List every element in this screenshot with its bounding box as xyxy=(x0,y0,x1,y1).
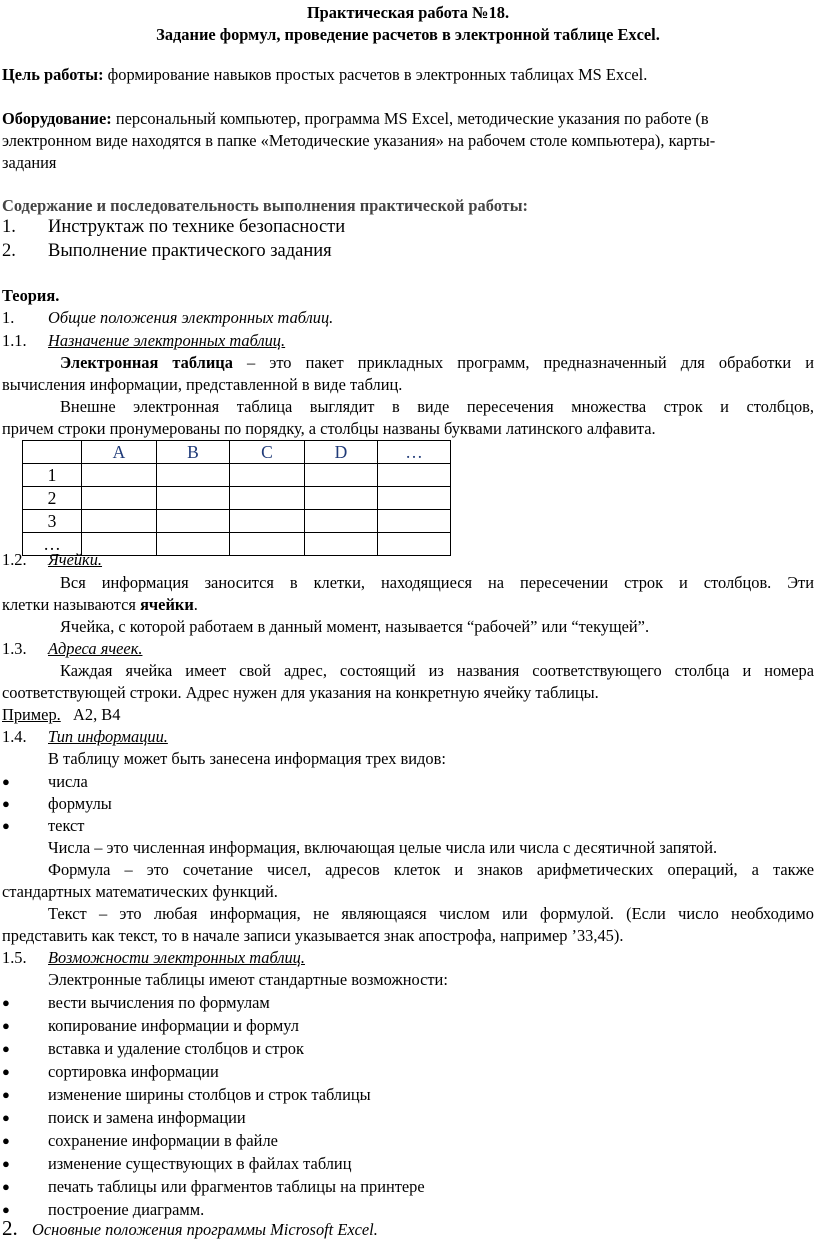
page-subtitle: Задание формул, проведение расчетов в электронной таблице Excel. xyxy=(156,25,660,44)
formula-def-line-1: Формула – это сочетание чисел, адресов клеток и знаков арифметических операций, а также xyxy=(48,860,814,879)
grid-cell xyxy=(230,464,305,487)
grid-row xyxy=(23,464,451,487)
grid-row-header: 2 xyxy=(23,487,82,510)
spreadsheet-def: – это пакет прикладных программ, предназначенный для обработки и xyxy=(247,353,814,372)
capability-item: поиск и замена информации xyxy=(48,1108,246,1127)
address-line-2: соответствующей строки. Адрес нужен для указания на конкретную ячейку таблицы. xyxy=(2,683,599,702)
grid-cell xyxy=(157,487,230,510)
section-1-1-title: Назначение электронных таблиц. xyxy=(48,331,286,350)
bullet-icon: ● xyxy=(2,818,10,833)
grid-col-header: A xyxy=(82,441,157,464)
grid-corner-cell xyxy=(23,441,82,464)
equipment-line-2: электронном виде находятся в папке «Методические указания» на рабочем столе компьютера), карты- xyxy=(2,131,716,150)
equipment-line-1 xyxy=(2,111,709,127)
section-1-2-title: Ячейки. xyxy=(48,550,103,569)
info-type-item: числа xyxy=(48,772,88,791)
goal-line xyxy=(2,67,647,83)
formula-def-line-2: стандартных математических функций. xyxy=(2,882,278,901)
section-2-num: 2. xyxy=(2,1216,18,1240)
bullet-icon: ● xyxy=(2,1133,10,1148)
grid-cell xyxy=(230,487,305,510)
content-heading: Содержание и последовательность выполнения практической работы: xyxy=(2,196,528,215)
content-item-num: 1. xyxy=(2,217,16,237)
equipment-label: Оборудование: xyxy=(2,109,112,128)
capability-item: сортировка информации xyxy=(48,1062,219,1081)
bullet-icon: ● xyxy=(2,1156,10,1171)
grid-cell xyxy=(305,510,378,533)
section-1-3-title: Адреса ячеек. xyxy=(48,639,143,658)
example-line xyxy=(2,707,120,723)
grid-cell xyxy=(82,464,157,487)
grid-col-header: C xyxy=(230,441,305,464)
info-types-intro: В таблицу может быть занесена информация трех видов: xyxy=(48,749,446,768)
grid-cell xyxy=(157,533,230,556)
capability-item: копирование информации и формул xyxy=(48,1016,299,1035)
grid-cell xyxy=(82,487,157,510)
section-1-1-num: 1.1. xyxy=(2,331,27,350)
grid-cell xyxy=(378,464,451,487)
equipment-line-3: задания xyxy=(2,153,57,172)
spreadsheet-def-line-1 xyxy=(60,355,814,371)
cells-term: ячейки xyxy=(140,595,194,614)
bullet-icon: ● xyxy=(2,774,10,789)
grid-col-header: D xyxy=(305,441,378,464)
page-title: Практическая работа №18. xyxy=(306,3,510,22)
section-1-4-title: Тип информации. xyxy=(48,727,168,746)
example-label: Пример. xyxy=(2,705,61,724)
bullet-icon: ● xyxy=(2,796,10,811)
content-item-2-text: Выполнение практического задания xyxy=(48,241,332,261)
grid-row-header: … xyxy=(23,533,82,556)
grid-cell xyxy=(230,510,305,533)
capabilities-intro: Электронные таблицы имеют стандартные возможности: xyxy=(48,970,448,989)
grid-col-header: … xyxy=(378,441,451,464)
cells-line-2-post: . xyxy=(193,595,198,614)
section-2-title: Основные положения программы Microsoft Excel. xyxy=(32,1220,378,1239)
bullet-icon: ● xyxy=(2,1110,10,1125)
numbers-def: Числа – это численная информация, включающая целые числа или числа с десятичной запятой. xyxy=(48,838,718,857)
grid-cell xyxy=(157,464,230,487)
capability-item: построение диаграмм. xyxy=(48,1200,205,1219)
spreadsheet-term: Электронная таблица xyxy=(60,353,233,372)
text-def-line-1: Текст – это любая информация, не являющаяся числом или формулой. (Если число необходимо xyxy=(48,904,814,923)
grid-cell xyxy=(157,510,230,533)
capability-item: вставка и удаление столбцов и строк xyxy=(48,1039,304,1058)
bullet-icon: ● xyxy=(2,1087,10,1102)
content-item-2 xyxy=(2,242,16,261)
info-type-item: формулы xyxy=(48,794,112,813)
grid-cell xyxy=(305,533,378,556)
grid-cell xyxy=(378,510,451,533)
section-1-5-title: Возможности электронных таблиц. xyxy=(48,948,305,967)
current-cell-line: Ячейка, с которой работаем в данный момент, называется “рабочей” или “текущей”. xyxy=(60,617,650,636)
bullet-icon: ● xyxy=(2,1041,10,1056)
content-item-1-text: Инструктаж по технике безопасности xyxy=(48,217,346,237)
capability-item: изменение ширины столбцов и строк таблицы xyxy=(48,1085,371,1104)
grid-cell xyxy=(305,487,378,510)
theory-heading: Теория. xyxy=(2,286,60,305)
bullet-icon: ● xyxy=(2,1202,10,1217)
content-item-num: 2. xyxy=(2,241,16,261)
section-1-4-num: 1.4. xyxy=(2,727,27,746)
grid-cell xyxy=(378,487,451,510)
goal-text: формирование навыков простых расчетов в электронных таблицах MS Excel. xyxy=(107,65,648,84)
grid-cell xyxy=(230,533,305,556)
section-1-title: Общие положения электронных таблиц. xyxy=(48,308,334,327)
section-1-num: 1. xyxy=(2,308,15,327)
capability-item: сохранение информации в файле xyxy=(48,1131,278,1150)
text-def-line-2: представить как текст, то в начале записи указывается знак апострофа, например ’33,45). xyxy=(2,926,624,945)
cells-line-2-pre: клетки называются xyxy=(2,595,136,614)
info-type-item: текст xyxy=(48,816,85,835)
grid-cell xyxy=(305,464,378,487)
grid-cell xyxy=(82,510,157,533)
bullet-icon: ● xyxy=(2,1064,10,1079)
spreadsheet-grid-illustration xyxy=(22,440,451,556)
grid-row-header: 3 xyxy=(23,510,82,533)
section-1-2-num: 1.2. xyxy=(2,550,27,569)
bullet-icon: ● xyxy=(2,1018,10,1033)
capability-item: вести вычисления по формулам xyxy=(48,993,270,1012)
spreadsheet-desc-line-2: причем строки пронумерованы по порядку, а столбцы названы буквами латинского алфавита. xyxy=(2,419,656,438)
grid-row-header: 1 xyxy=(23,464,82,487)
grid-header-row xyxy=(23,441,451,464)
address-line-1: Каждая ячейка имеет свой адрес, состоящий из названия соответствующего столбца и номера xyxy=(60,661,814,680)
bullet-icon: ● xyxy=(2,995,10,1010)
equipment-text-1: персональный компьютер, программа MS Excel, методические указания по работе (в xyxy=(115,109,709,128)
cells-line-2 xyxy=(2,597,198,613)
example-text: А2, В4 xyxy=(73,705,121,724)
grid-row xyxy=(23,510,451,533)
cells-line-1: Вся информация заносится в клетки, находящиеся на пересечении строк и столбцов. Эти xyxy=(60,573,814,592)
bullet-icon: ● xyxy=(2,1179,10,1194)
spreadsheet-desc-line-1: Внешне электронная таблица выглядит в виде пересечения множества строк и столбцов, xyxy=(60,397,814,416)
goal-label: Цель работы: xyxy=(2,65,104,84)
section-1-3-num: 1.3. xyxy=(2,639,27,658)
content-item-1 xyxy=(2,218,16,237)
spreadsheet-def-line-2: вычисления информации, представленной в виде таблиц. xyxy=(2,375,403,394)
capability-item: печать таблицы или фрагментов таблицы на принтере xyxy=(48,1177,425,1196)
grid-cell xyxy=(378,533,451,556)
grid-col-header: B xyxy=(157,441,230,464)
capability-item: изменение существующих в файлах таблиц xyxy=(48,1154,352,1173)
section-1-5-num: 1.5. xyxy=(2,948,27,967)
grid-row xyxy=(23,487,451,510)
